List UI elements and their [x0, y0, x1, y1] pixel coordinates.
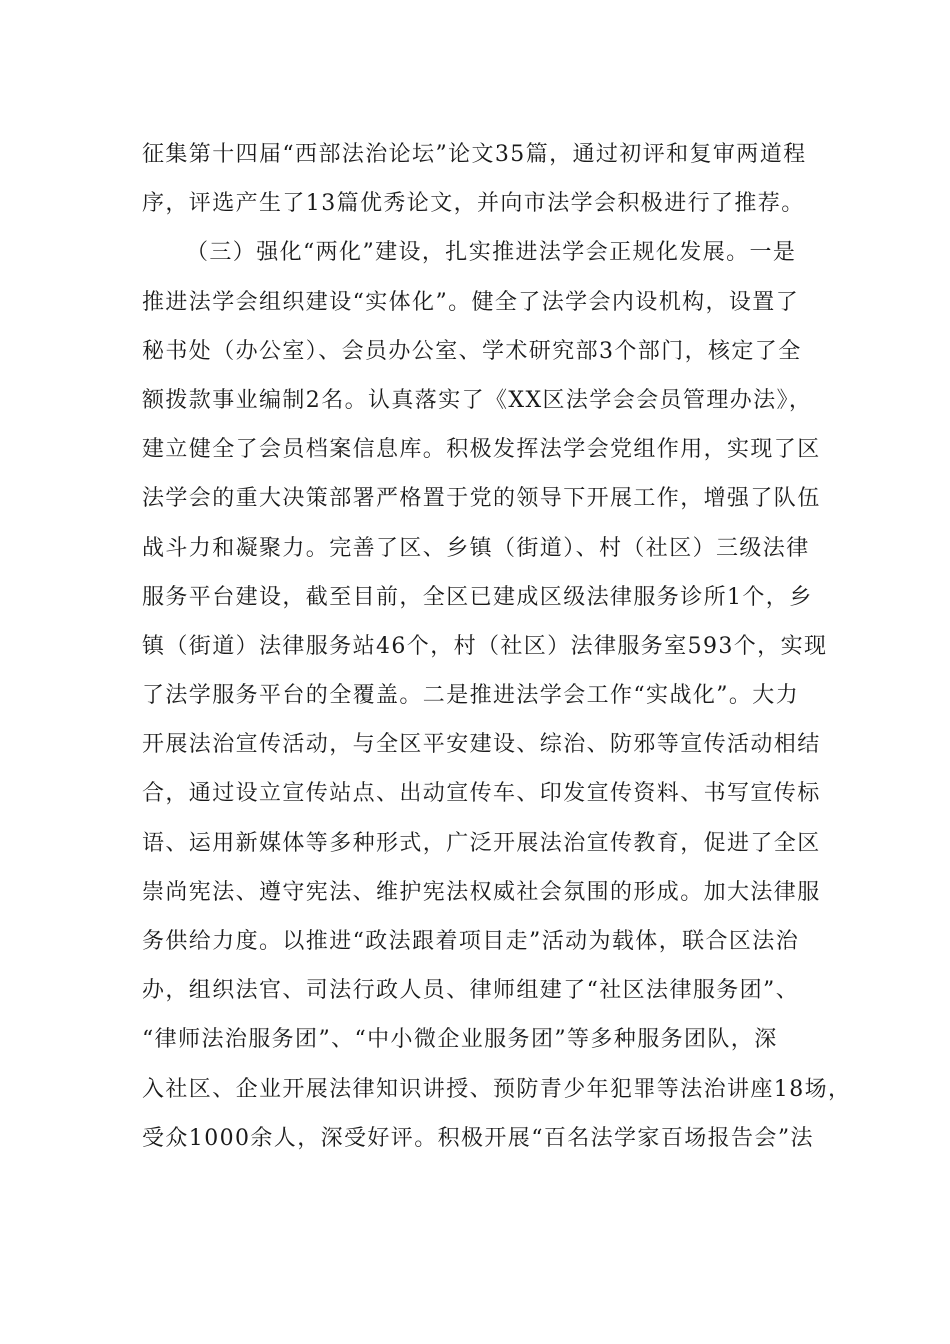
text-line: 法学会的重大决策部署严格置于党的领导下开展工作，增强了队伍 — [142, 486, 821, 512]
text-line: 序，评选产生了13篇优秀论文，并向市法学会积极进行了推荐。 — [142, 191, 805, 217]
text-line: 秘书处（办公室）、会员办公室、学术研究部3个部门，核定了全 — [142, 338, 802, 364]
text-line: 战斗力和凝聚力。完善了区、乡镇（街道）、村（社区）三级法律 — [142, 535, 810, 561]
text-line: 开展法治宣传活动，与全区平安建设、综治、防邪等宣传活动相结 — [142, 732, 821, 758]
text-line: 受众1000余人，深受好评。积极开展“百名法学家百场报告会”法 — [142, 1125, 814, 1151]
text-line: 征集第十四届“西部法治论坛”论文35篇，通过初评和复审两道程 — [142, 142, 807, 167]
text-line: 额拨款事业编制2名。认真落实了《XX区法学会会员管理办法》， — [142, 387, 813, 413]
text-line: 语、运用新媒体等多种形式，广泛开展法治宣传教育，促进了全区 — [142, 830, 821, 856]
text-line: 入社区、企业开展法律知识讲授、预防青少年犯罪等法治讲座18场， — [142, 1076, 852, 1102]
text-line: 建立健全了会员档案信息库。积极发挥法学会党组作用，实现了区 — [142, 437, 821, 463]
paragraph-start-line: （三）强化“两化”建设，扎实推进法学会正规化发展。一是 — [186, 240, 797, 266]
text-line: 务供给力度。以推进“政法跟着项目走”活动为载体，联合区法治 — [142, 929, 800, 954]
text-line: 了法学服务平台的全覆盖。二是推进法学会工作“实战化”。大力 — [142, 683, 800, 709]
text-line: 崇尚宪法、遵守宪法、维护宪法权威社会氛围的形成。加大法律服 — [142, 879, 821, 905]
text-line: 服务平台建设，截至目前，全区已建成区级法律服务诊所1个，乡 — [142, 584, 813, 610]
text-line: 合，通过设立宣传站点、出动宣传车、印发宣传资料、书写宣传标 — [142, 781, 821, 807]
text-line: “律师法治服务团”、“中小微企业服务团”等多种服务团队，深 — [142, 1027, 778, 1053]
text-line: 办，组织法官、司法行政人员、律师组建了“社区法律服务团”、 — [142, 978, 800, 1004]
body-text — [142, 130, 852, 1163]
text-line: 镇（街道）法律服务站46个，村（社区）法律服务室593个，实现 — [142, 633, 828, 659]
text-line: 推进法学会组织建设“实体化”。健全了法学会内设机构，设置了 — [142, 289, 800, 315]
